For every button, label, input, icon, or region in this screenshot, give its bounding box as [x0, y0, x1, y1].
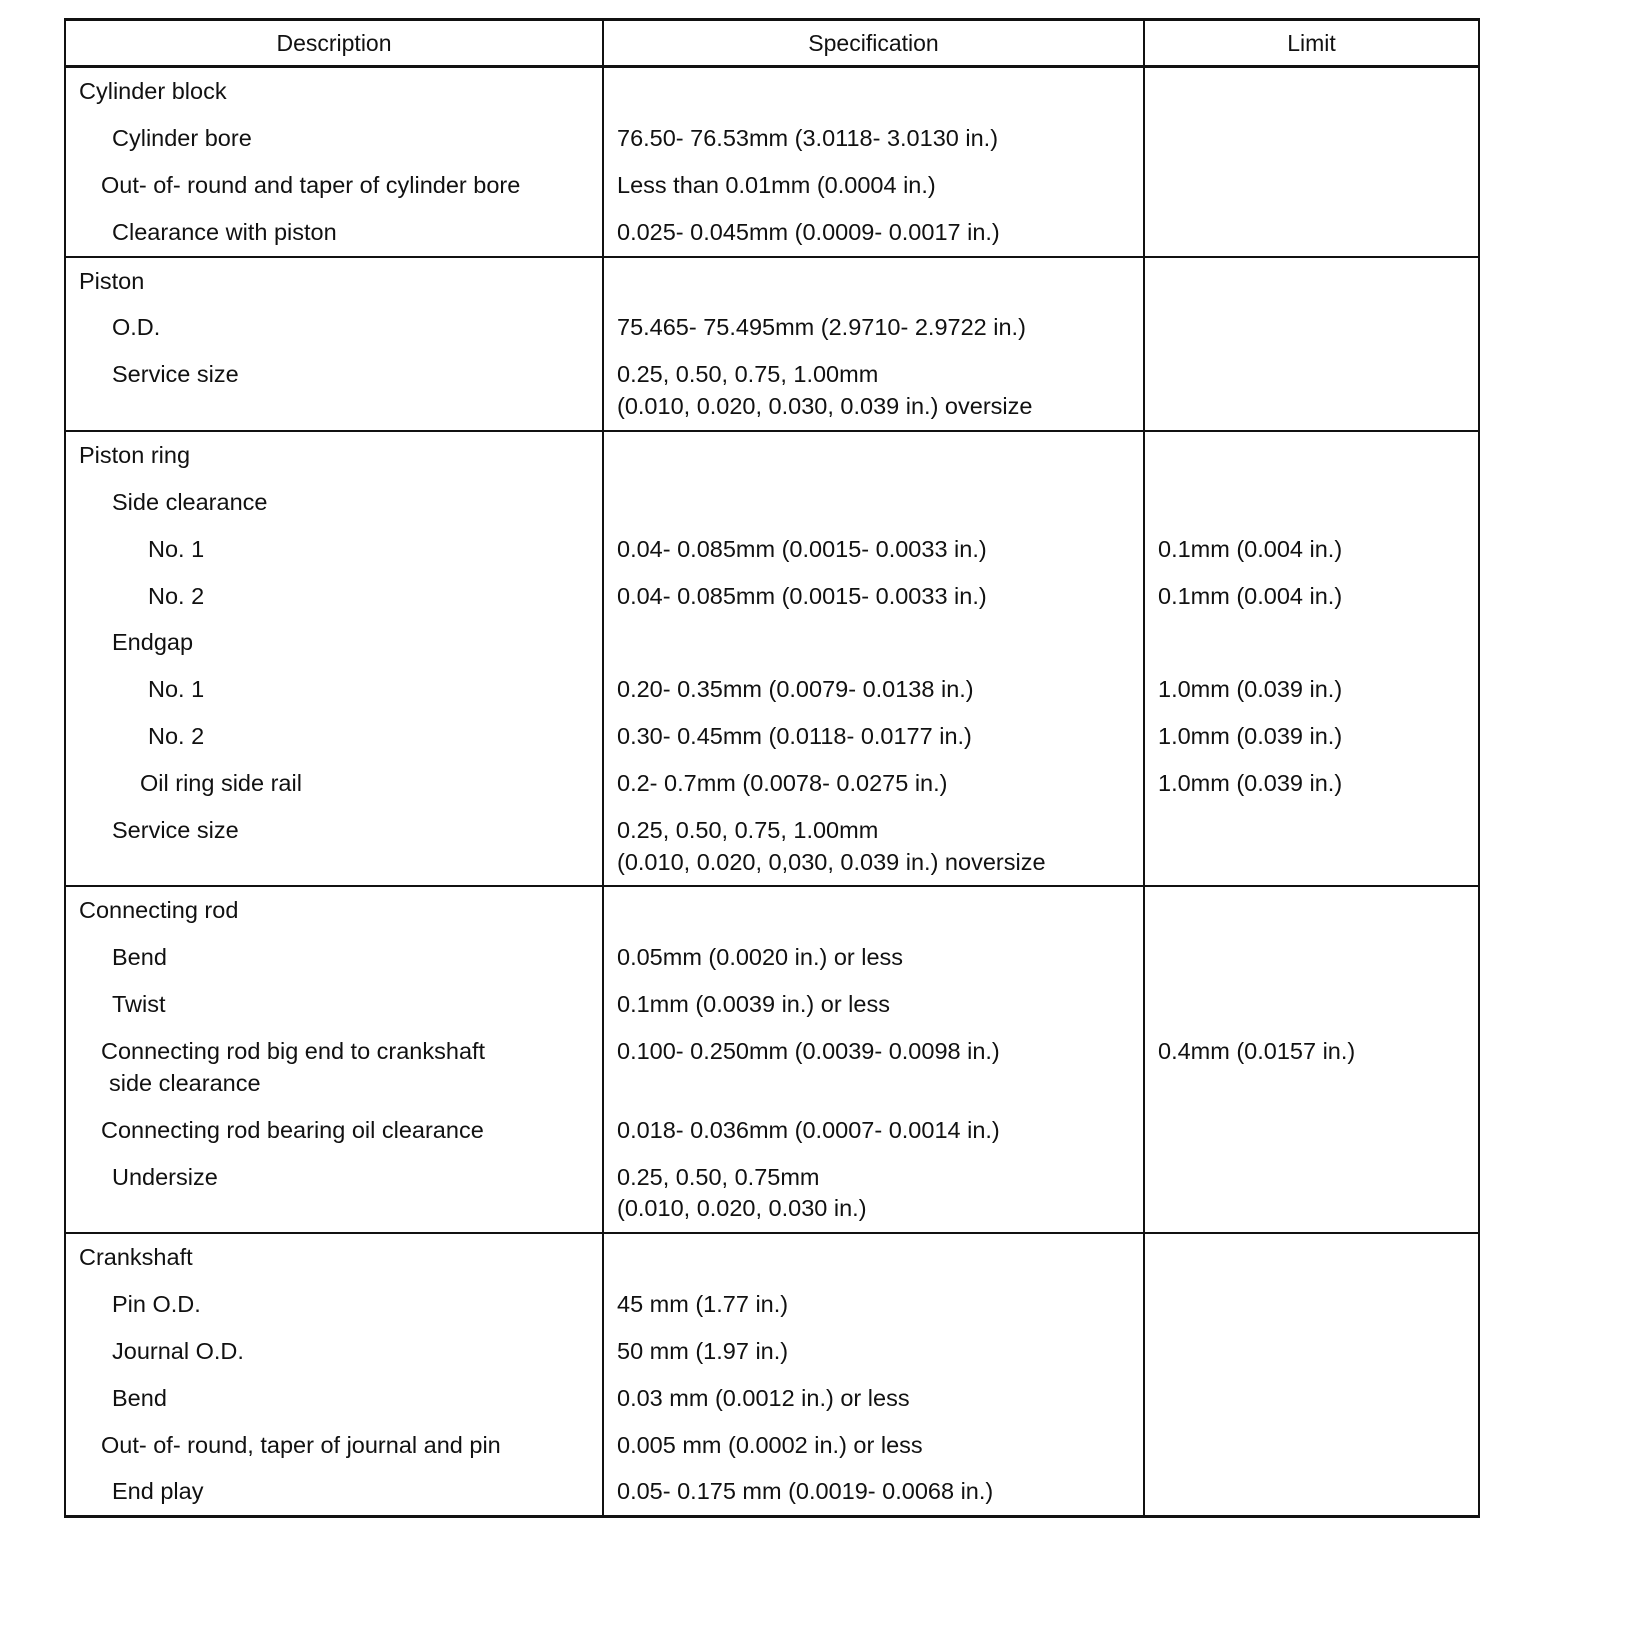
limit-cell — [1145, 351, 1478, 430]
specification-cell — [604, 981, 1143, 1028]
table-group — [66, 1234, 1478, 1515]
description-cell-text: Pin O.D. — [112, 1290, 201, 1317]
specification-cell-text: 0.05- 0.175 mm (0.0019- 0.0068 in.) — [617, 1478, 994, 1505]
specification-cell-text: 0.05mm (0.0020 in.) or less — [617, 944, 904, 971]
specification-cell — [604, 432, 1143, 479]
specification-cell-text: 45 mm (1.77 in.) — [617, 1290, 789, 1317]
description-cell — [66, 1328, 602, 1375]
description-cell — [66, 304, 602, 351]
specification-cell-text: 0.03 mm (0.0012 in.) or less — [617, 1384, 910, 1411]
limit-cell — [1145, 573, 1478, 620]
limit-cell — [1145, 1154, 1478, 1233]
limit-cell-text: 0.1mm (0.004 in.) — [1158, 582, 1343, 609]
limit-cell — [1145, 1422, 1478, 1469]
description-cell — [66, 1028, 602, 1107]
specification-cell-text: 0.25, 0.50, 0.75, 1.00mm — [617, 361, 879, 388]
limit-cell — [1145, 760, 1478, 807]
specification-cell — [604, 1107, 1143, 1154]
limit-cell — [1145, 981, 1478, 1028]
specification-cell — [604, 760, 1143, 807]
description-cell — [66, 573, 602, 620]
description-cell-text: Service size — [112, 361, 239, 388]
description-cell-text: No. 2 — [148, 582, 205, 609]
specification-cell-text: 0.04- 0.085mm (0.0015- 0.0033 in.) — [617, 535, 987, 562]
specification-cell-text: 0.005 mm (0.0002 in.) or less — [617, 1431, 923, 1458]
specification-cell-text: 0.025- 0.045mm (0.0009- 0.0017 in.) — [617, 218, 1000, 245]
specification-cell — [604, 1328, 1143, 1375]
description-cell-text: side clearance — [109, 1069, 261, 1096]
header-description: Description — [66, 21, 604, 65]
specification-cell — [604, 1375, 1143, 1422]
limit-cell-text: 1.0mm (0.039 in.) — [1158, 770, 1343, 797]
description-cell — [66, 619, 602, 666]
description-cell-text: Crankshaft — [79, 1244, 193, 1271]
description-cell-text: Service size — [112, 816, 239, 843]
limit-cell — [1145, 1375, 1478, 1422]
limit-cell — [1145, 258, 1478, 305]
description-cell — [66, 1422, 602, 1469]
description-cell-text: Twist — [112, 991, 166, 1018]
limit-cell — [1145, 1468, 1478, 1515]
limit-cell — [1145, 1028, 1478, 1107]
description-cell — [66, 351, 602, 430]
description-cell-text: Out- of- round and taper of cylinder bore — [101, 171, 521, 198]
limit-cell-text: 1.0mm (0.039 in.) — [1158, 676, 1343, 703]
specification-cell — [604, 1154, 1143, 1233]
description-cell-text: Undersize — [112, 1163, 218, 1190]
desc-column — [66, 68, 604, 256]
limit-cell — [1145, 1328, 1478, 1375]
specification-cell — [604, 258, 1143, 305]
description-cell-text: End play — [112, 1478, 204, 1505]
description-cell-text: Connecting rod big end to crankshaft — [101, 1038, 486, 1065]
description-cell-text: Journal O.D. — [112, 1337, 244, 1364]
specification-cell-text: (0.010, 0.020, 0.030, 0.039 in.) oversize — [617, 392, 1033, 419]
description-cell-text: Connecting rod bearing oil clearance — [101, 1116, 484, 1143]
specification-cell-text: 0.20- 0.35mm (0.0079- 0.0138 in.) — [617, 676, 974, 703]
specification-cell — [604, 1028, 1143, 1107]
description-cell-text: Clearance with piston — [112, 218, 337, 245]
limit-cell — [1145, 1281, 1478, 1328]
desc-column — [66, 887, 604, 1232]
specification-cell-text: 50 mm (1.97 in.) — [617, 1337, 789, 1364]
specification-cell — [604, 887, 1143, 934]
description-cell — [66, 209, 602, 256]
description-cell — [66, 479, 602, 526]
limit-cell — [1145, 526, 1478, 573]
description-cell — [66, 934, 602, 981]
table-header — [66, 21, 1478, 68]
description-cell — [66, 115, 602, 162]
description-cell — [66, 713, 602, 760]
specification-cell-text: 76.50- 76.53mm (3.0118- 3.0130 in.) — [617, 124, 999, 151]
specification-cell-text: Less than 0.01mm (0.0004 in.) — [617, 171, 936, 198]
table-group — [66, 887, 1478, 1234]
specification-cell — [604, 479, 1143, 526]
limit-cell — [1145, 479, 1478, 526]
description-cell-text: Bend — [112, 1384, 167, 1411]
spec-column — [604, 432, 1145, 886]
spec-column — [604, 1234, 1145, 1515]
description-cell-text: Connecting rod — [79, 897, 239, 924]
specification-cell — [604, 573, 1143, 620]
description-cell — [66, 258, 602, 305]
description-cell — [66, 807, 602, 886]
description-cell-text: Side clearance — [112, 488, 268, 515]
limit-cell — [1145, 209, 1478, 256]
description-cell-text: Piston ring — [79, 441, 191, 468]
specification-cell-text: 75.465- 75.495mm (2.9710- 2.9722 in.) — [617, 314, 1026, 341]
table-group — [66, 68, 1478, 258]
desc-column — [66, 432, 604, 886]
specification-cell-text: 0.1mm (0.0039 in.) or less — [617, 991, 890, 1018]
description-cell-text: Bend — [112, 944, 167, 971]
description-cell-text: Endgap — [112, 629, 194, 656]
description-cell — [66, 887, 602, 934]
specification-cell — [604, 115, 1143, 162]
limit-cell-text: 0.4mm (0.0157 in.) — [1158, 1038, 1356, 1065]
description-cell-text: Cylinder block — [79, 78, 227, 104]
limit-cell-text: 1.0mm (0.039 in.) — [1158, 723, 1343, 750]
spec-column — [604, 258, 1145, 430]
description-cell — [66, 981, 602, 1028]
specification-cell — [604, 666, 1143, 713]
limit-cell — [1145, 1107, 1478, 1154]
spec-column — [604, 68, 1145, 256]
limit-column — [1145, 887, 1478, 1232]
description-cell-text: Oil ring side rail — [140, 770, 302, 797]
description-cell — [66, 666, 602, 713]
limit-column — [1145, 258, 1478, 430]
desc-column — [66, 1234, 604, 1515]
limit-column — [1145, 432, 1478, 886]
header-limit: Limit — [1287, 29, 1336, 56]
limit-column — [1145, 1234, 1478, 1515]
specification-cell-text: 0.25, 0.50, 0.75, 1.00mm — [617, 816, 879, 843]
table-body — [66, 68, 1478, 1515]
limit-cell — [1145, 934, 1478, 981]
specification-cell — [604, 351, 1143, 430]
specification-cell-text: (0.010, 0.020, 0,030, 0.039 in.) noversize — [617, 848, 1046, 875]
description-cell — [66, 526, 602, 573]
specification-cell-text: 0.25, 0.50, 0.75mm — [617, 1163, 820, 1190]
specification-cell — [604, 934, 1143, 981]
description-cell-text: Cylinder bore — [112, 124, 252, 151]
description-cell-text: O.D. — [112, 314, 161, 341]
limit-cell — [1145, 887, 1478, 934]
limit-cell — [1145, 666, 1478, 713]
description-cell — [66, 1234, 602, 1281]
specification-cell — [604, 1234, 1143, 1281]
desc-column — [66, 258, 604, 430]
specification-cell — [604, 526, 1143, 573]
description-cell — [66, 1107, 602, 1154]
description-cell-text: No. 1 — [148, 676, 205, 703]
limit-cell — [1145, 68, 1478, 115]
limit-cell — [1145, 304, 1478, 351]
limit-cell — [1145, 162, 1478, 209]
specification-cell — [604, 1468, 1143, 1515]
specification-cell — [604, 68, 1143, 115]
specification-cell — [604, 713, 1143, 760]
limit-cell — [1145, 619, 1478, 666]
description-cell-text: Piston — [79, 267, 145, 294]
specification-table — [64, 18, 1480, 1518]
description-cell — [66, 432, 602, 479]
description-cell — [66, 1468, 602, 1515]
specification-cell — [604, 304, 1143, 351]
table-group — [66, 432, 1478, 888]
description-cell — [66, 1375, 602, 1422]
specification-cell-text: 0.2- 0.7mm (0.0078- 0.0275 in.) — [617, 770, 948, 797]
specification-cell — [604, 209, 1143, 256]
specification-cell-text: 0.30- 0.45mm (0.0118- 0.0177 in.) — [617, 723, 972, 750]
limit-cell-text: 0.1mm (0.004 in.) — [1158, 535, 1343, 562]
specification-cell — [604, 619, 1143, 666]
spec-column — [604, 887, 1145, 1232]
specification-cell-text: 0.018- 0.036mm (0.0007- 0.0014 in.) — [617, 1116, 1000, 1143]
specification-cell — [604, 807, 1143, 886]
table-group — [66, 258, 1478, 432]
description-cell — [66, 68, 602, 115]
specification-cell — [604, 162, 1143, 209]
header-specification: Specification — [604, 21, 1145, 65]
description-cell — [66, 162, 602, 209]
description-cell — [66, 1281, 602, 1328]
description-cell-text: Out- of- round, taper of journal and pin — [101, 1431, 501, 1458]
specification-cell — [604, 1281, 1143, 1328]
limit-cell — [1145, 432, 1478, 479]
limit-column — [1145, 68, 1478, 256]
description-cell — [66, 760, 602, 807]
specification-cell — [604, 1422, 1143, 1469]
limit-cell — [1145, 115, 1478, 162]
specification-cell-text: 0.100- 0.250mm (0.0039- 0.0098 in.) — [617, 1038, 1000, 1065]
description-cell-text: No. 2 — [148, 723, 205, 750]
specification-cell-text: 0.04- 0.085mm (0.0015- 0.0033 in.) — [617, 582, 987, 609]
specification-cell-text: (0.010, 0.020, 0.030 in.) — [617, 1195, 867, 1222]
limit-cell — [1145, 713, 1478, 760]
limit-cell — [1145, 807, 1478, 886]
limit-cell — [1145, 1234, 1478, 1281]
description-cell — [66, 1154, 602, 1233]
description-cell-text: No. 1 — [148, 535, 205, 562]
